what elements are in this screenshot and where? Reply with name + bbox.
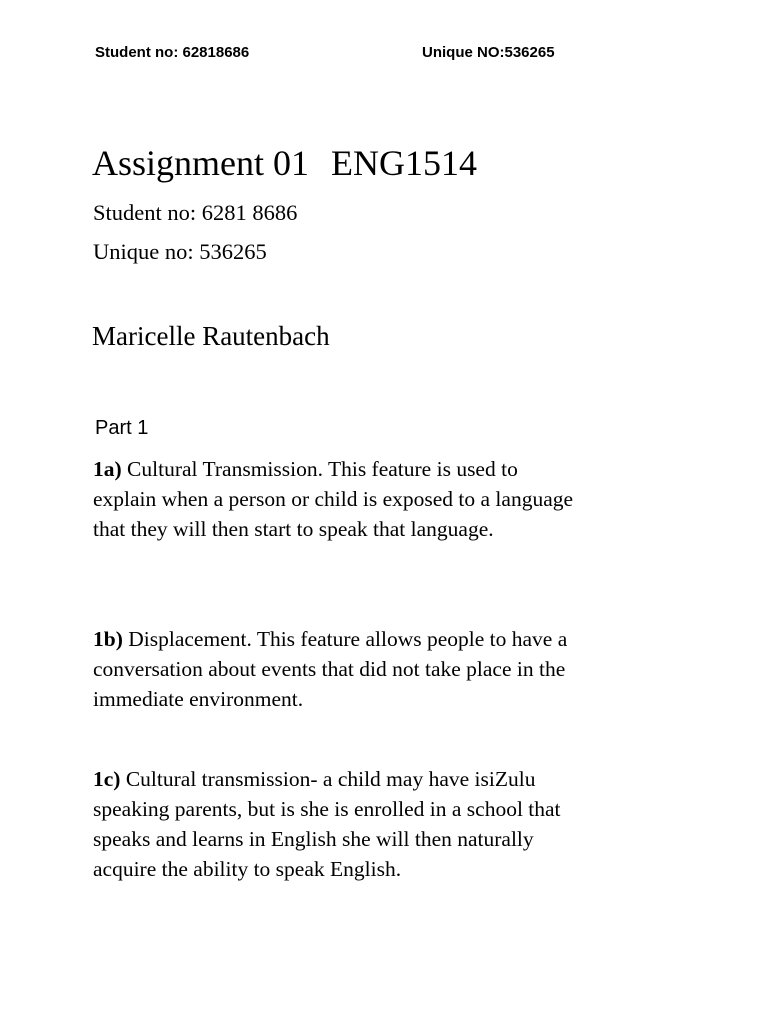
header-student-number: Student no: 62818686 [95,44,250,61]
assignment-label: Assignment 01 [92,143,310,183]
header-unique-number: Unique NO:536265 [422,44,555,61]
answer-label: 1c) [93,767,121,791]
answer-text: Displacement. This feature allows people to have a conversation about events that did not take place in the immediate environment. [93,627,568,711]
answer-label: 1b) [93,627,123,651]
unique-number: Unique no: 536265 [93,239,267,264]
part-heading: Part 1 [95,417,149,439]
student-number: Student no: 6281 8686 [93,200,298,225]
document-title [92,141,477,185]
author-name: Maricelle Rautenbach [92,321,330,351]
page-header [0,44,768,68]
answer-text: Cultural Transmission. This feature is used to explain when a person or child is exposed to a language that they will then start to speak that language. [93,457,574,541]
answer-text: Cultural transmission- a child may have isiZulu speaking parents, but is she is enrolled in a school that speaks and learns in English she will then naturally acquire the ability to speak English. [93,767,561,881]
answer-1a [93,454,583,544]
answer-1b [93,624,583,714]
course-code: ENG1514 [331,143,478,183]
answer-label: 1a) [93,457,122,481]
answer-1c [93,764,583,884]
